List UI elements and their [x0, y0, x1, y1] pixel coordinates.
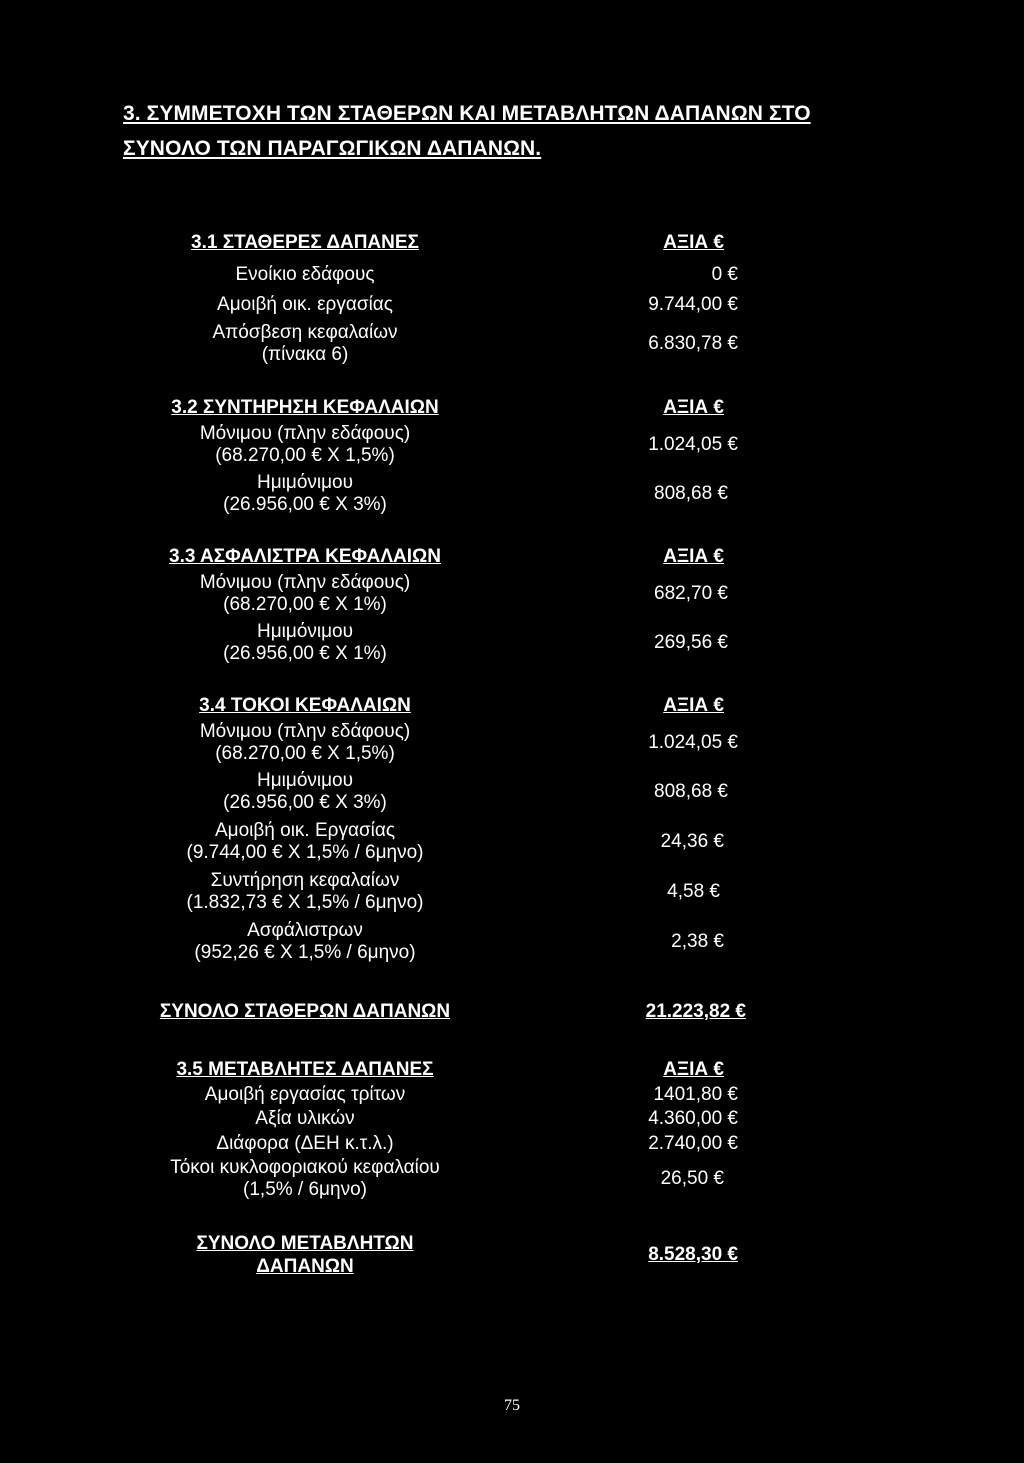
section-title: 3.5 ΜΕΤΑΒΛΗΤΕΣ ΔΑΠΑΝΕΣ [176, 1059, 434, 1080]
row-label: Απόσβεση κεφαλαίων (πίνακα 6) [212, 322, 398, 365]
row-label: Αξία υλικών [255, 1108, 355, 1129]
row-label: Ημιμόνιμου (26.956,00 € Χ 3%) [223, 472, 387, 515]
row-value: 2,38 € [671, 931, 724, 952]
value-header: ΑΞΙΑ € [663, 397, 724, 418]
row-label: Μόνιμου (πλην εδάφους) (68.270,00 € Χ 1,5%) [199, 721, 411, 764]
row-value: 269,56 € [654, 632, 728, 653]
row-label: Ημιμόνιμου (26.956,00 € Χ 1%) [223, 621, 387, 664]
section-title: 3.3 ΑΣΦΑΛΙΣΤΡΑ ΚΕΦΑΛΑΙΩΝ [169, 546, 441, 567]
section-title: 3.4 ΤΟΚΟΙ ΚΕΦΑΛΑΙΩΝ [199, 695, 411, 716]
row-value: 24,36 € [660, 831, 724, 852]
row-value: 1.024,05 € [648, 732, 738, 753]
row-value: 9.744,00 € [648, 294, 738, 315]
section-title: 3.1 ΣΤΑΘΕΡΕΣ ΔΑΠΑΝΕΣ [191, 232, 419, 253]
section-title: 3.2 ΣΥΝΤΗΡΗΣΗ ΚΕΦΑΛΑΙΩΝ [171, 397, 439, 418]
page-number: 75 [504, 1397, 520, 1414]
row-value: 1.024,05 € [648, 434, 738, 455]
row-label: Συντήρηση κεφαλαίων (1.832,73 € Χ 1,5% / 6μηνο) [186, 870, 424, 913]
total-label: ΣΥΝΟΛΟ ΣΤΑΘΕΡΩΝ ΔΑΠΑΝΩΝ [159, 1001, 451, 1022]
row-value: 682,70 € [654, 583, 728, 604]
total-value: 8.528,30 € [648, 1244, 738, 1265]
value-header: ΑΞΙΑ € [663, 1059, 724, 1080]
total-value: 21.223,82 € [645, 1001, 746, 1022]
value-header: ΑΞΙΑ € [663, 695, 724, 716]
total-label: ΣΥΝΟΛΟ ΜΕΤΑΒΛΗΤΩΝ ΔΑΠΑΝΩΝ [196, 1233, 414, 1277]
row-label: Μόνιμου (πλην εδάφους) (68.270,00 € Χ 1%) [199, 572, 411, 615]
row-value: 808,68 € [654, 483, 728, 504]
row-label: Διάφορα (ΔΕΗ κ.τ.λ.) [216, 1133, 394, 1154]
row-value: 0 € [711, 264, 738, 285]
row-value: 808,68 € [654, 781, 728, 802]
row-label: Αμοιβή οικ. Εργασίας (9.744,00 € Χ 1,5% / 6μηνο) [186, 820, 424, 863]
row-label: Ημιμόνιμου (26.956,00 € Χ 3%) [223, 770, 387, 813]
row-value: 26,50 € [660, 1168, 724, 1189]
row-label: Ενοίκιο εδάφους [235, 264, 375, 285]
row-label: Αμοιβή οικ. εργασίας [217, 294, 393, 315]
row-value: 4,58 € [667, 881, 720, 902]
row-value: 4.360,00 € [648, 1108, 738, 1129]
row-value: 1401,80 € [653, 1084, 738, 1105]
row-label: Μόνιμου (πλην εδάφους) (68.270,00 € Χ 1,5%) [199, 423, 411, 466]
row-label: Ασφάλιστρων (952,26 € Χ 1,5% / 6μηνο) [194, 920, 416, 963]
row-value: 6.830,78 € [648, 333, 738, 354]
row-label: Αμοιβή εργασίας τρίτων [204, 1084, 406, 1105]
row-label: Τόκοι κυκλοφοριακού κεφαλαίου (1,5% / 6μηνο) [170, 1157, 440, 1200]
row-value: 2.740,00 € [648, 1133, 738, 1154]
page-title: 3. ΣΥΜΜΕΤΟΧΗ ΤΩΝ ΣΤΑΘΕΡΩΝ ΚΑΙ ΜΕΤΑΒΛΗΤΩΝ ΔΑΠΑΝΩΝ ΣΤΟ ΣΥΝΟΛΟ ΤΩΝ ΠΑΡΑΓΩΓΙΚΩΝ ΔΑΠΑΝΩΝ. [123, 102, 811, 160]
value-header: ΑΞΙΑ € [663, 232, 724, 253]
value-header: ΑΞΙΑ € [663, 546, 724, 567]
